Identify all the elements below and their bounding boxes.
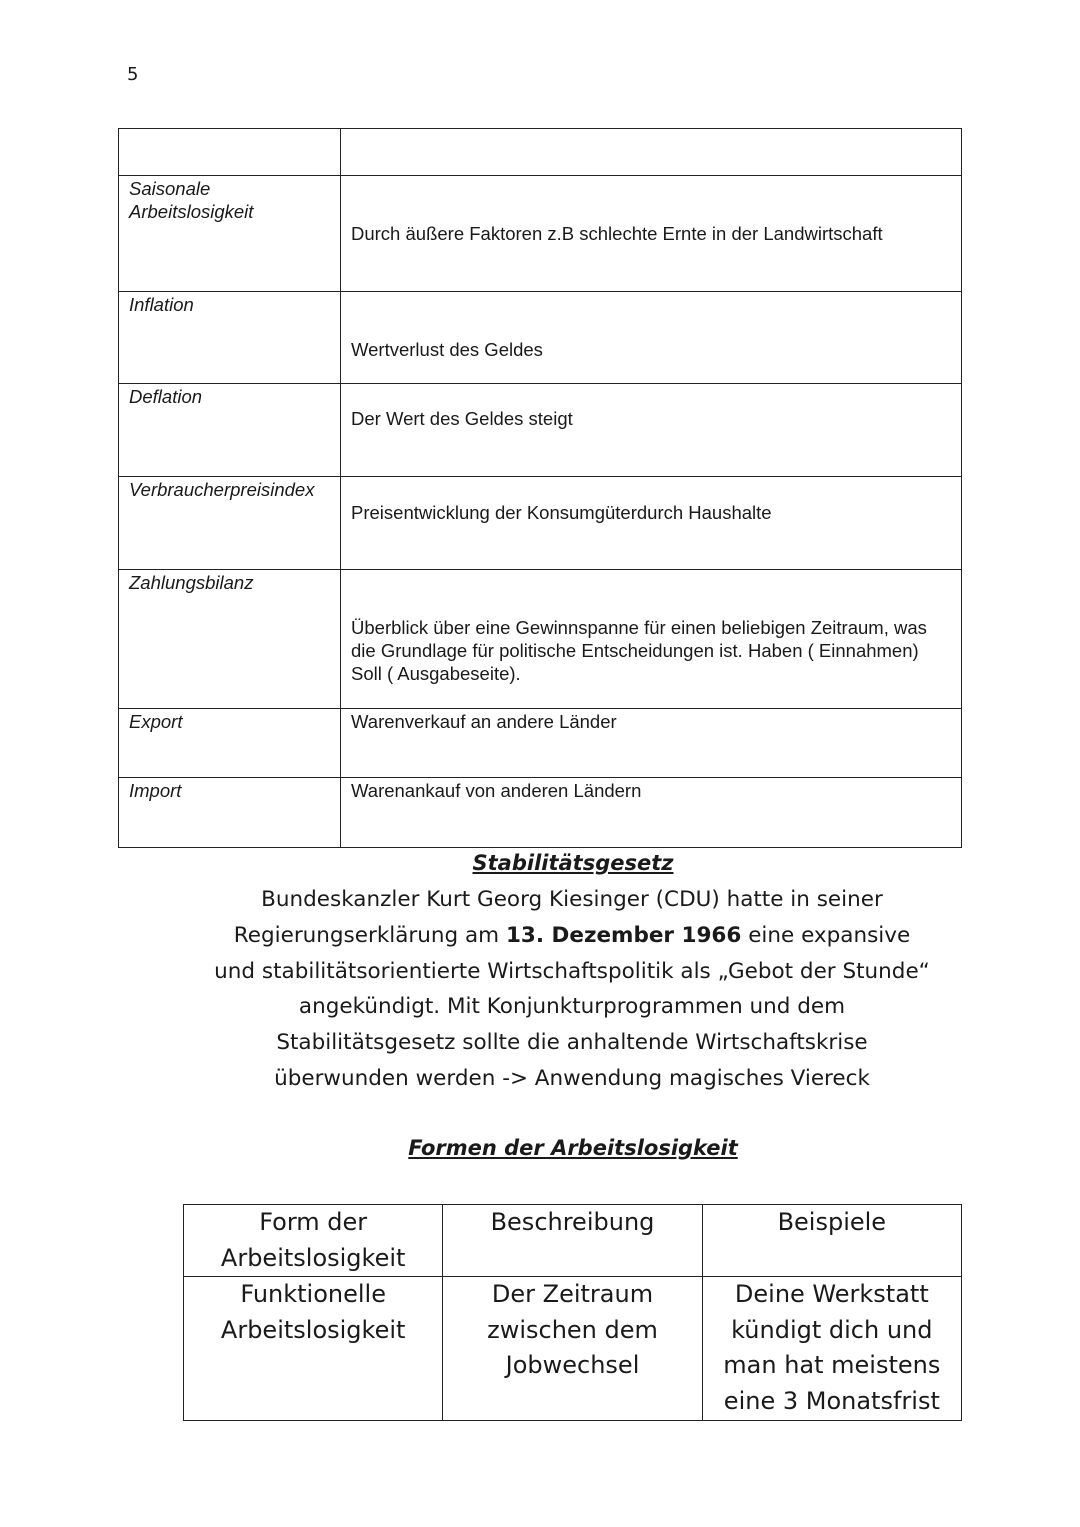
table-row — [119, 384, 962, 477]
term-cell: Verbraucherpreisindex — [119, 477, 341, 570]
stability-paragraph: Bundeskanzler Kurt Georg Kiesinger (CDU) hatte in seiner Regierungserklärung am 13. Dezember 1966 eine expansive und stabilitätsorientierte Wirtschaftspolitik als „Gebot der Stunde“ angekündigt. Mit Konjunkturprogrammen und dem Stabilitätsgesetz sollte die anhaltende Wirtschaftskrise überwunden werden -> Anwendung magisches Viereck — [214, 887, 930, 1091]
stability-date: 13. Dezember 1966 — [505, 922, 742, 948]
table-row — [119, 570, 962, 709]
definition-cell: Überblick über eine Gewinnspanne für einen beliebigen Zeitraum, was die Grundlage für politische Entscheidungen ist. Haben ( Einnahmen) Soll ( Ausgabeseite). — [341, 570, 962, 709]
term-cell: Saisonale Arbeitslosigkeit — [119, 176, 341, 292]
table-row — [119, 176, 962, 292]
stability-heading: Stabilitätsgesetz — [472, 851, 674, 875]
definition-cell: Preisentwicklung der Konsumgüterdurch Haushalte — [341, 477, 962, 570]
table-row — [119, 292, 962, 384]
definition-cell: Durch äußere Faktoren z.B schlechte Ernte in der Landwirtschaft — [341, 176, 962, 292]
glossary-table — [118, 128, 962, 848]
term-cell: Import — [119, 778, 341, 848]
term-cell: Export — [119, 709, 341, 778]
definition-cell: Warenverkauf an andere Länder — [341, 709, 962, 778]
definition-cell — [341, 129, 962, 176]
page-number: 5 — [127, 64, 139, 85]
term-cell: Zahlungsbilanz — [119, 570, 341, 709]
table-row — [119, 477, 962, 570]
table-row — [119, 778, 962, 848]
term-cell: Deflation — [119, 384, 341, 477]
table-row — [119, 709, 962, 778]
definition-cell: Warenankauf von anderen Ländern — [341, 778, 962, 848]
definition-cell: Wertverlust des Geldes — [341, 292, 962, 384]
definition-cell: Der Wert des Geldes steigt — [341, 384, 962, 477]
header-cell: Form der Arbeitslosigkeit — [184, 1205, 443, 1277]
term-cell — [119, 129, 341, 176]
forms-table — [183, 1204, 962, 1421]
forms-heading: Formen der Arbeitslosigkeit — [408, 1136, 738, 1160]
term-cell: Inflation — [119, 292, 341, 384]
table-cell: Deine Werkstatt kündigt dich und man hat meistens eine 3 Monatsfrist — [702, 1277, 961, 1420]
header-cell: Beschreibung — [443, 1205, 702, 1277]
table-row — [119, 129, 962, 176]
table-row — [184, 1277, 962, 1420]
table-cell: Der Zeitraum zwischen dem Jobwechsel — [443, 1277, 702, 1420]
table-header-row — [184, 1205, 962, 1277]
header-cell: Beispiele — [702, 1205, 961, 1277]
table-cell: Funktionelle Arbeitslosigkeit — [184, 1277, 443, 1420]
